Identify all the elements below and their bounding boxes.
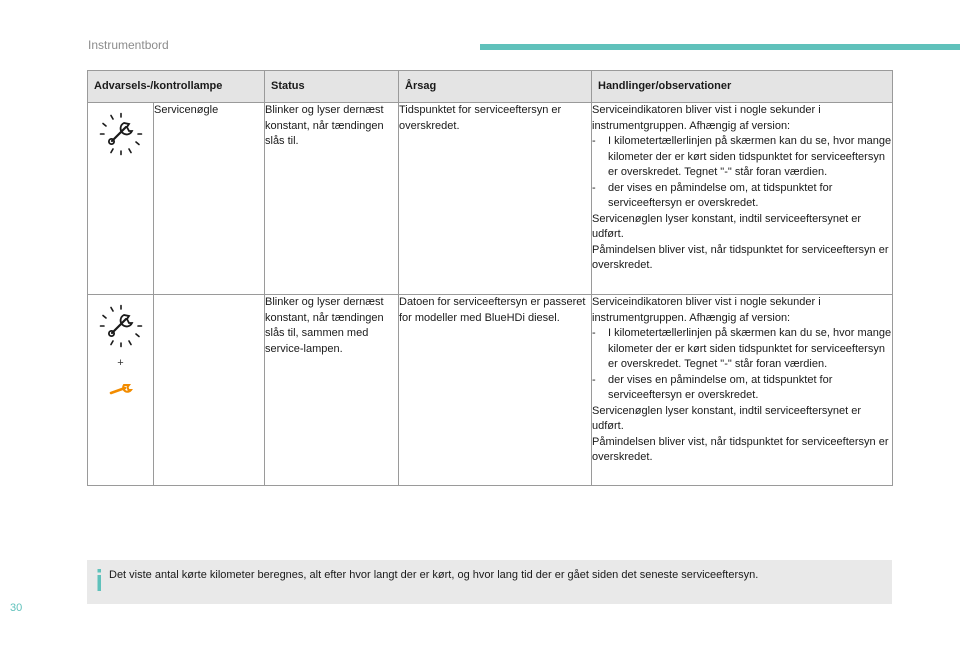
service-lamp-wrench-icon	[108, 381, 134, 397]
cause-cell: Datoen for serviceeftersyn er passeret for modeller med BlueHDi diesel.	[399, 295, 592, 486]
table-row	[88, 103, 893, 295]
lamp-name: Servicenøgle	[154, 103, 265, 295]
actions-list	[592, 326, 892, 404]
list-item: - der vises en påmindelse om, at tidspunktet for serviceeftersyn er overskredet.	[592, 181, 892, 212]
column-header-cause: Årsag	[399, 71, 592, 103]
plus-sign: +	[117, 356, 124, 369]
lamp-icon-cell	[88, 103, 154, 295]
service-wrench-icon	[99, 304, 143, 348]
lamp-icon-cell	[88, 295, 154, 486]
info-icon	[95, 569, 103, 591]
actions-after: Servicenøglen lyser konstant, indtil serviceeftersynet er udført.	[592, 212, 862, 240]
actions-intro: Serviceindikatoren bliver vist i nogle sekunder i instrumentgruppen. Afhængig af version:	[592, 104, 821, 132]
actions-after: Servicenøglen lyser konstant, indtil serviceeftersynet er udført.	[592, 404, 862, 432]
table-header-row	[88, 71, 893, 103]
page-number: 30	[10, 602, 23, 614]
actions-cell	[592, 103, 893, 295]
section-title: Instrumentbord	[88, 38, 169, 52]
section-accent-bar	[480, 44, 960, 50]
warning-lamps-table	[87, 70, 893, 486]
column-header-actions: Handlinger/observationer	[592, 71, 893, 103]
actions-list	[592, 134, 892, 212]
lamp-name	[154, 295, 265, 486]
list-item: - I kilometertællerlinjen på skærmen kan du se, hvor mange kilometer der er kørt siden tidspunktet for serviceeftersyn er overskredet. Tegnet "-" står foran værdien.	[592, 134, 892, 181]
info-note-text: Det viste antal kørte kilometer beregnes, alt efter hvor langt der er kørt, og hvor lang tid der er gået siden det seneste serviceeftersyn.	[109, 569, 759, 581]
status-cell: Blinker og lyser dernæst konstant, når tændingen slås til, sammen med service-lampen.	[265, 295, 399, 486]
status-cell: Blinker og lyser dernæst konstant, når tændingen slås til.	[265, 103, 399, 295]
cause-cell: Tidspunktet for serviceeftersyn er overskredet.	[399, 103, 592, 295]
list-item: - der vises en påmindelse om, at tidspunktet for serviceeftersyn er overskredet.	[592, 373, 892, 404]
actions-cell	[592, 295, 893, 486]
column-header-status: Status	[265, 71, 399, 103]
service-wrench-icon	[99, 112, 143, 156]
list-item: - I kilometertællerlinjen på skærmen kan du se, hvor mange kilometer der er kørt siden tidspunktet for serviceeftersyn er overskredet. Tegnet "-" står foran værdien.	[592, 326, 892, 373]
table-row	[88, 295, 893, 486]
actions-after: Påmindelsen bliver vist, når tidspunktet for serviceeftersyn er overskredet.	[592, 435, 889, 463]
actions-after: Påmindelsen bliver vist, når tidspunktet for serviceeftersyn er overskredet.	[592, 243, 889, 271]
column-header-lamp: Advarsels-/kontrollampe	[88, 71, 265, 103]
actions-intro: Serviceindikatoren bliver vist i nogle sekunder i instrumentgruppen. Afhængig af version:	[592, 296, 821, 324]
info-note	[87, 560, 892, 604]
